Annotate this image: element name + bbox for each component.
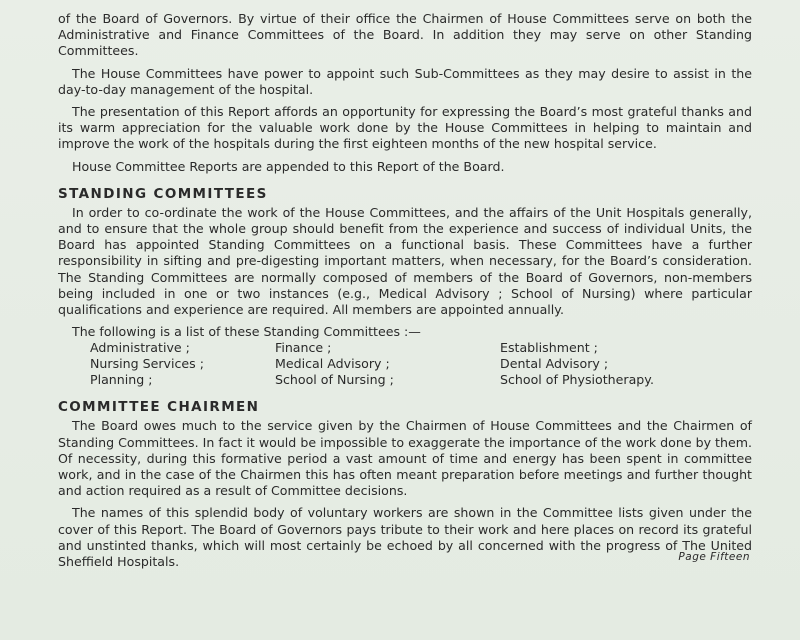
- page-content: [58, 11, 752, 570]
- committee-item: Planning ;: [90, 372, 153, 388]
- page-number: Page Fifteen: [678, 551, 750, 563]
- standing-committees-heading: STANDING COMMITTEES: [58, 185, 268, 202]
- committee-item: School of Nursing ;: [275, 372, 394, 388]
- reports-appended-paragraph: House Committee Reports are appended to this Report of the Board.: [72, 158, 505, 174]
- chairmen-paragraph-1: The Board owes much to the service given by the Chairmen of House Committees and the Chairmen of Standing Committees. In fact it would be impossible to exaggerate the importance of the work done by them. Of necessity, during this formative period a vast amount of time and energy has been spent in committee work, and in the case of the Chairmen this has often meant preparation before meetings and further thought and action required as a result of Committee decisions.: [58, 418, 752, 499]
- house-committees-paragraph: The House Committees have power to appoint such Sub-Committees as they may desire to assist in the day-to-day management of the hospital.: [58, 65, 752, 97]
- committee-item: Medical Advisory ;: [275, 356, 390, 372]
- standing-committees-list-intro: The following is a list of these Standing Committees :—: [72, 324, 421, 340]
- committee-item: Establishment ;: [500, 340, 598, 356]
- committee-item: Nursing Services ;: [90, 356, 204, 372]
- committee-item: Dental Advisory ;: [500, 356, 609, 372]
- committee-item: Finance ;: [275, 340, 332, 356]
- standing-committees-intro: In order to co-ordinate the work of the House Committees, and the affairs of the Unit Hospitals generally, and to ensure that the whole group should benefit from the experience and success of individual Units, the Board has appointed Standing Committees on a functional basis. These Committees have a further responsibility in sifting and pre-digesting important matters, when necessary, for the Board’s consideration. The Standing Committees are normally composed of members of the Board of Governors, non-members being included in one or two instances (e.g., Medical Advisory ; School of Nursing) where particular qualifications and experience are required. All members are appointed annually.: [58, 204, 752, 318]
- committee-item: Administrative ;: [90, 340, 190, 356]
- committee-chairmen-heading: COMMITTEE CHAIRMEN: [58, 399, 260, 416]
- thanks-paragraph: The presentation of this Report affords an opportunity for expressing the Board’s most grateful thanks and its warm appreciation for the valuable work done by the House Committees in helping to maintain and improve the work of the hospitals during the first eighteen months of the new hospital service.: [58, 104, 752, 152]
- committee-item: School of Physiotherapy.: [500, 372, 654, 388]
- chairmen-paragraph-2: The names of this splendid body of voluntary workers are shown in the Committee lists given under the cover of this Report. The Board of Governors pays tribute to their work and here places on record its grateful and unstinted thanks, which will most certainly be echoed by all concerned with the progress of The United Sheffield Hospitals.: [58, 505, 752, 570]
- standing-committees-list: [90, 340, 752, 388]
- continued-paragraph: of the Board of Governors. By virtue of their office the Chairmen of House Committees serve on both the Administrative and Finance Committees of the Board. In addition they may serve on other Standing Committees.: [58, 11, 752, 59]
